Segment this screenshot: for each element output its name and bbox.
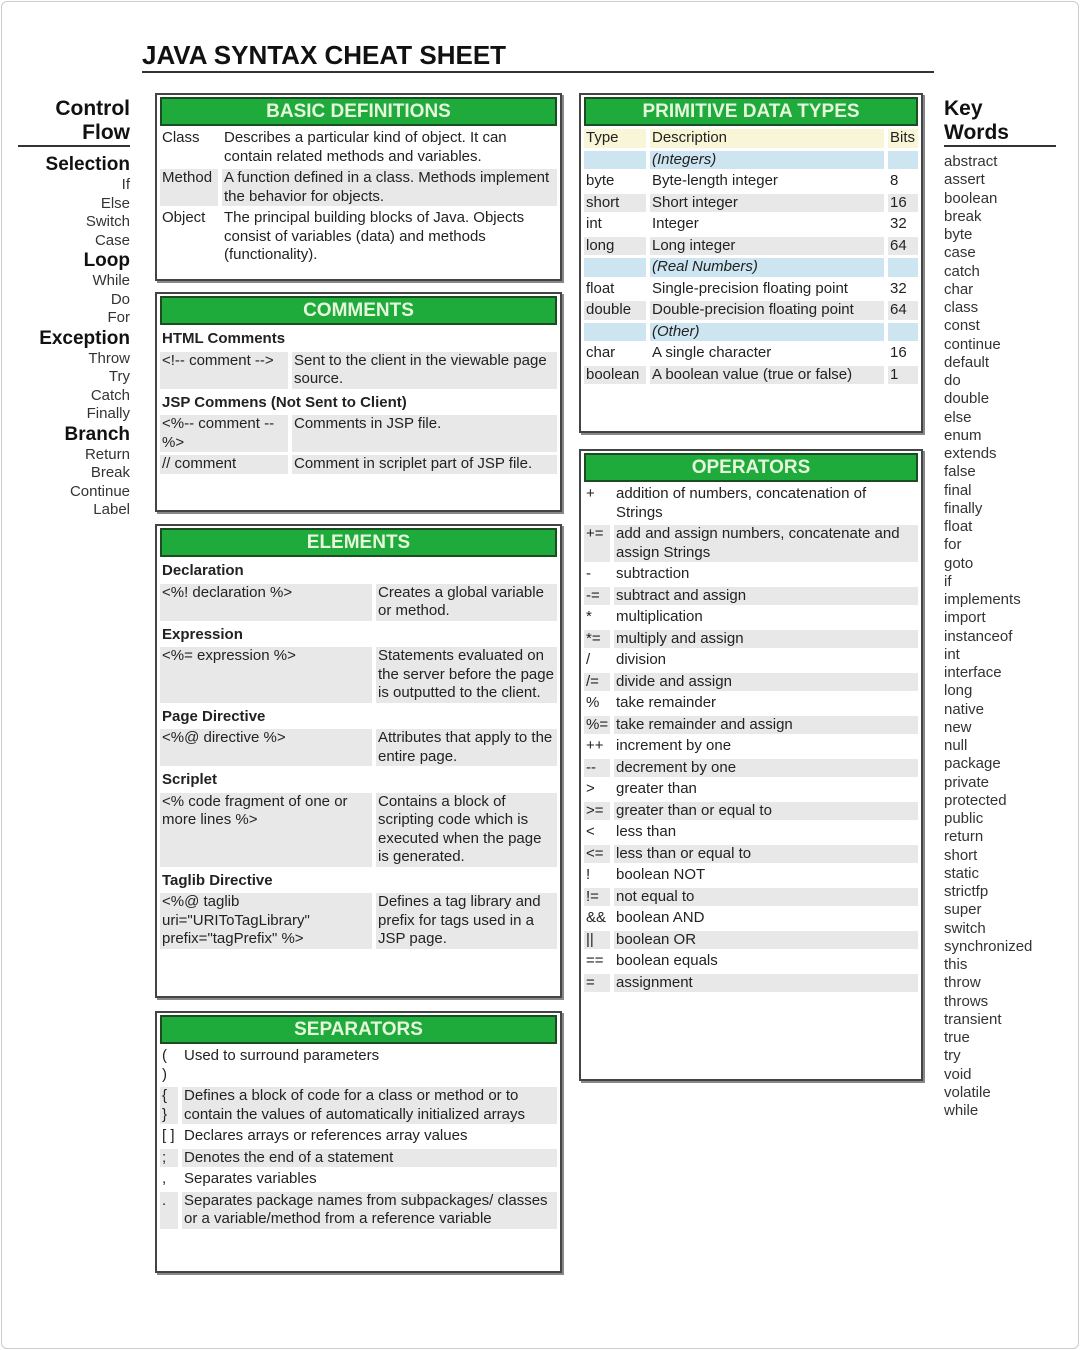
table-cell: 32	[890, 279, 907, 297]
table-cell	[584, 258, 646, 277]
table-cell: subtraction	[616, 565, 690, 582]
table-cell: not equal to	[614, 888, 918, 907]
category-row	[584, 258, 918, 277]
keyword-item: import	[944, 609, 986, 627]
table-row	[160, 1192, 557, 1229]
table-row	[584, 301, 918, 320]
table-cell: Byte-length integer	[652, 172, 778, 189]
keywords-divider	[944, 145, 1056, 147]
keyword-item: break	[944, 207, 982, 225]
keyword-item: switch	[944, 919, 986, 937]
table-row	[584, 780, 918, 799]
table-cell: assignment	[614, 974, 918, 993]
table-cell: Comments in JSP file.	[292, 415, 557, 452]
table-cell: Double-precision floating point	[650, 301, 884, 320]
table-cell: <=	[584, 845, 610, 864]
table-cell: 64	[888, 237, 918, 256]
table-cell: The principal building blocks of Java. Objects consist of variables (data) and methods (functionality).	[224, 209, 525, 263]
subsection-title: Declaration	[162, 562, 244, 579]
table-row	[584, 952, 918, 971]
keyword-item: synchronized	[944, 937, 1033, 955]
keyword-item: throws	[944, 992, 989, 1010]
table-cell: *	[586, 608, 592, 625]
table-row	[584, 608, 918, 627]
table-cell: %=	[586, 715, 609, 733]
primitive-data-types-box	[579, 93, 923, 433]
table-cell: /=	[584, 673, 610, 692]
table-cell: decrement by one	[614, 759, 918, 778]
keyword-item: try	[944, 1047, 961, 1065]
table-cell: =	[584, 974, 610, 993]
table-row	[160, 415, 557, 452]
keyword-item: short	[944, 846, 978, 864]
table-cell: <	[586, 823, 595, 840]
control-flow-item: Break	[90, 464, 130, 481]
control-flow-item: If	[121, 176, 130, 193]
table-row	[160, 352, 557, 389]
table-cell: !	[586, 866, 591, 883]
keyword-item: float	[944, 518, 973, 535]
table-row	[160, 729, 557, 766]
keyword-item: interface	[944, 664, 1002, 681]
table-row	[160, 584, 557, 621]
control-flow-heading: Control Flow	[55, 97, 130, 144]
table-cell: add and assign numbers, concatenate and assign Strings	[614, 525, 918, 562]
keyword-item: transient	[944, 1010, 1002, 1028]
table-cell: multiply and assign	[614, 630, 918, 649]
table-row	[160, 209, 557, 265]
subsection-title: Expression	[162, 625, 243, 643]
section-header: BASIC DEFINITIONS	[160, 97, 557, 126]
keyword-item: strictfp	[944, 883, 989, 900]
table-cell: addition of numbers, concatenation of Strings	[616, 485, 867, 521]
keyword-item: char	[944, 280, 974, 298]
keyword-item: case	[944, 244, 976, 262]
table-cell: /	[586, 651, 591, 668]
table-cell: Short integer	[650, 194, 884, 213]
keywords-column	[944, 97, 1056, 1120]
keyword-item: goto	[944, 554, 974, 572]
table-cell	[888, 323, 918, 342]
table-cell: Denotes the end of a statement	[182, 1149, 557, 1168]
table-cell: (Real Numbers)	[650, 258, 884, 277]
table-cell: Creates a global variable or method.	[376, 584, 557, 621]
table-cell: char	[586, 344, 616, 361]
keyword-item: public	[944, 810, 984, 827]
table-row	[584, 888, 918, 907]
table-cell: 16	[888, 194, 918, 213]
table-row	[160, 647, 557, 703]
keyword-item: continue	[944, 335, 1001, 353]
table-cell: &&	[586, 909, 607, 926]
table-cell: greater than or equal to	[614, 802, 918, 821]
keyword-item: true	[944, 1029, 970, 1046]
table-cell: <%= expression %>	[160, 647, 372, 703]
subsection-title: Scriplet	[162, 771, 218, 788]
keyword-item: enum	[944, 426, 982, 444]
table-row	[584, 172, 918, 191]
table-cell: byte	[586, 172, 615, 189]
table-cell: ( )	[162, 1047, 167, 1083]
table-cell: <%@ taglib uri="URIToTagLibrary" prefix="tagPrefix" %>	[160, 893, 372, 949]
table-cell: >=	[584, 802, 610, 821]
control-flow-item: Catch	[90, 386, 130, 404]
table-cell: Integer	[652, 215, 699, 232]
table-cell: short	[584, 194, 646, 213]
keyword-item: implements	[944, 591, 1021, 608]
keyword-item: throw	[944, 974, 981, 992]
table-cell: take remainder	[616, 694, 717, 711]
table-cell: ||	[584, 931, 610, 950]
section-header: ELEMENTS	[160, 528, 557, 557]
keyword-item: double	[944, 390, 990, 408]
column-header: Type	[584, 129, 646, 148]
table-cell: long	[584, 237, 646, 256]
table-cell: float	[586, 279, 615, 297]
table-cell: int	[586, 215, 602, 232]
table-row	[584, 866, 918, 885]
category-row	[584, 323, 918, 342]
table-cell: Long integer	[650, 237, 884, 256]
table-row	[160, 893, 557, 949]
table-cell: Separates package names from subpackages/ classes or a variable/method from a reference variable	[182, 1192, 557, 1229]
keyword-item: catch	[944, 262, 980, 280]
keyword-item: void	[944, 1065, 972, 1083]
table-cell: divide and assign	[614, 673, 918, 692]
section-header: PRIMITIVE DATA TYPES	[584, 97, 918, 126]
subsection-title: JSP Commens (Not Sent to Client)	[162, 393, 407, 411]
table-cell: Contains a block of scripting code which is executed when the page is generated.	[376, 793, 557, 867]
table-cell: Defines a tag library and prefix for tags used in a JSP page.	[376, 893, 557, 949]
keyword-item: false	[944, 463, 976, 481]
table-row	[584, 759, 918, 778]
table-row	[584, 280, 918, 299]
keyword-item: class	[944, 299, 979, 316]
table-cell: Method	[160, 169, 218, 206]
table-row	[584, 673, 918, 692]
elements-box	[155, 524, 562, 998]
table-cell	[584, 151, 646, 170]
separators-box	[155, 1011, 562, 1273]
keywords-heading: Key Words	[944, 97, 1009, 144]
table-row	[584, 215, 918, 234]
control-flow-item: Do	[110, 290, 130, 308]
table-cell: <%@ directive %>	[160, 729, 372, 766]
table-cell: less than or equal to	[614, 845, 918, 864]
table-row	[584, 974, 918, 993]
table-cell: (Integers)	[650, 151, 884, 170]
table-cell: Used to surround parameters	[184, 1047, 380, 1064]
control-flow-item: Switch	[85, 213, 130, 230]
control-flow-item: Else	[100, 194, 130, 212]
section-header: OPERATORS	[584, 453, 918, 482]
table-cell: Single-precision floating point	[652, 279, 848, 297]
table-cell: greater than	[616, 780, 697, 797]
keyword-item: volatile	[944, 1083, 991, 1101]
keyword-item: null	[944, 737, 968, 754]
table-cell: Object	[162, 209, 206, 226]
table-cell: -	[586, 565, 591, 582]
keyword-item: byte	[944, 226, 973, 243]
control-flow-item: Label	[93, 501, 130, 518]
table-row	[160, 455, 557, 474]
table-cell: >	[586, 780, 595, 797]
table-cell: Declares arrays or references array values	[184, 1127, 468, 1144]
table-cell: take remainder and assign	[614, 716, 918, 735]
table-cell: *=	[584, 630, 610, 649]
control-flow-item: For	[107, 309, 130, 326]
table-row	[584, 344, 918, 363]
table-cell: -=	[584, 587, 610, 606]
keyword-item: private	[944, 773, 990, 791]
table-cell: ++	[586, 737, 604, 754]
page-title: JAVA SYNTAX CHEAT SHEET	[142, 40, 507, 70]
keyword-item: assert	[944, 171, 985, 189]
table-cell: A boolean value (true or false)	[650, 366, 884, 385]
table-row	[584, 694, 918, 713]
comments-box	[155, 292, 562, 512]
control-flow-group-loop: Loop	[83, 250, 130, 271]
table-cell: --	[584, 759, 610, 778]
table-row	[584, 587, 918, 606]
table-row	[584, 565, 918, 584]
table-cell: .	[160, 1192, 178, 1229]
table-cell: // comment	[160, 455, 288, 474]
table-cell: <% code fragment of one or more lines %>	[160, 793, 372, 867]
table-cell: 64	[888, 301, 918, 320]
control-flow-column	[18, 97, 130, 520]
table-row	[160, 129, 557, 166]
section-header: COMMENTS	[160, 296, 557, 325]
keyword-item: long	[944, 682, 973, 700]
table-row	[584, 485, 918, 522]
table-cell: Attributes that apply to the entire page.	[376, 729, 557, 766]
keyword-item: return	[944, 828, 984, 846]
table-cell: +=	[584, 525, 610, 562]
column-header: Bits	[888, 129, 918, 148]
control-flow-group-selection: Selection	[45, 154, 130, 175]
control-flow-item: While	[92, 272, 130, 289]
basic-definitions-box	[155, 93, 562, 281]
table-row	[584, 737, 918, 756]
table-cell: A function defined in a class. Methods implement the behavior for objects.	[222, 169, 557, 206]
keyword-item: new	[944, 718, 972, 736]
subsection-title: Taglib Directive	[162, 871, 273, 889]
table-cell: <!-- comment -->	[160, 352, 288, 389]
category-row	[584, 151, 918, 170]
table-cell: ,	[162, 1170, 167, 1187]
keyword-item: super	[944, 901, 982, 919]
table-cell: 1	[888, 366, 918, 385]
control-flow-item: Continue	[69, 482, 130, 500]
table-cell: 8	[890, 172, 899, 189]
table-cell	[888, 258, 918, 277]
table-row	[160, 169, 557, 206]
table-row	[584, 716, 918, 735]
table-cell: 32	[890, 215, 907, 232]
table-cell: boolean	[584, 366, 646, 385]
table-cell: ==	[586, 952, 604, 969]
column-header: Description	[650, 129, 884, 148]
table-cell: boolean NOT	[616, 866, 706, 883]
table-row	[584, 802, 918, 821]
table-cell: Comment in scriplet part of JSP file.	[292, 455, 557, 474]
table-row	[584, 845, 918, 864]
table-cell: (Other)	[650, 323, 884, 342]
keyword-item: package	[944, 755, 1001, 773]
table-row	[584, 823, 918, 842]
table-cell: %	[586, 694, 600, 711]
keyword-item: final	[944, 481, 972, 499]
keyword-item: finally	[944, 499, 983, 517]
keyword-item: static	[944, 864, 980, 882]
table-cell: ;	[160, 1149, 178, 1168]
table-cell: Sent to the client in the viewable page source.	[292, 352, 557, 389]
table-cell: Separates variables	[184, 1170, 317, 1187]
table-cell: <%! declaration %>	[160, 584, 372, 621]
table-cell: double	[584, 301, 646, 320]
control-flow-item: Try	[108, 368, 130, 385]
table-row	[584, 630, 918, 649]
keyword-item: default	[944, 353, 990, 371]
table-row	[160, 793, 557, 867]
table-cell: 16	[890, 344, 907, 361]
keyword-item: else	[944, 408, 972, 426]
table-cell	[888, 151, 918, 170]
table-cell: boolean OR	[614, 931, 918, 950]
keyword-item: protected	[944, 791, 1007, 809]
title-divider	[142, 71, 934, 73]
table-cell: <%-- comment --%>	[160, 415, 288, 452]
control-flow-group-branch: Branch	[64, 423, 130, 445]
keyword-item: if	[944, 572, 952, 590]
keyword-item: abstract	[944, 153, 998, 170]
table-cell: division	[616, 651, 667, 668]
table-row	[160, 1170, 557, 1189]
keyword-item: int	[944, 645, 960, 663]
subsection-title: HTML Comments	[162, 330, 286, 347]
table-cell: Defines a block of code for a class or method or to contain the values of automatically initialized arrays	[182, 1087, 557, 1124]
table-row	[584, 194, 918, 213]
table-row	[160, 1127, 557, 1146]
control-flow-divider	[18, 145, 130, 147]
subsection-title: Page Directive	[162, 707, 266, 725]
table-cell: !=	[584, 888, 610, 907]
table-cell: A single character	[652, 344, 772, 361]
operators-box	[579, 449, 923, 1081]
table-cell: Statements evaluated on the server before the page is outputted to the client.	[376, 647, 557, 703]
table-cell: multiplication	[616, 608, 703, 625]
control-flow-item: Return	[84, 445, 130, 463]
keyword-item: this	[944, 956, 968, 973]
keyword-item: instanceof	[944, 627, 1013, 645]
table-row	[584, 366, 918, 385]
section-header: SEPARATORS	[160, 1015, 557, 1044]
table-row	[584, 909, 918, 928]
table-cell: less than	[616, 823, 677, 840]
table-row	[160, 1047, 557, 1084]
table-row	[584, 525, 918, 562]
keyword-item: extends	[944, 445, 997, 462]
table-cell: boolean AND	[616, 909, 705, 926]
table-cell: [ ]	[162, 1127, 175, 1144]
table-cell: +	[586, 485, 595, 502]
keyword-item: while	[944, 1102, 979, 1119]
table-cell	[584, 323, 646, 342]
keyword-item: do	[944, 372, 961, 389]
table-row	[584, 237, 918, 256]
control-flow-group-exception: Exception	[39, 327, 130, 349]
control-flow-item: Throw	[88, 349, 130, 367]
table-cell: increment by one	[616, 737, 732, 754]
control-flow-item: Case	[94, 231, 130, 249]
table-cell: subtract and assign	[614, 587, 918, 606]
table-row	[160, 1087, 557, 1124]
table-header-row	[584, 129, 918, 148]
table-row	[584, 931, 918, 950]
table-cell: Class	[162, 129, 200, 146]
table-cell: boolean equals	[616, 952, 718, 969]
keyword-item: const	[944, 317, 980, 335]
table-cell: { }	[160, 1087, 178, 1124]
keyword-item: native	[944, 700, 985, 718]
keyword-item: for	[944, 536, 962, 554]
table-cell: Describes a particular kind of object. It can contain related methods and variables.	[224, 129, 507, 165]
control-flow-item: Finally	[86, 405, 130, 422]
table-row	[584, 651, 918, 670]
keyword-item: boolean	[944, 189, 998, 207]
table-row	[160, 1149, 557, 1168]
